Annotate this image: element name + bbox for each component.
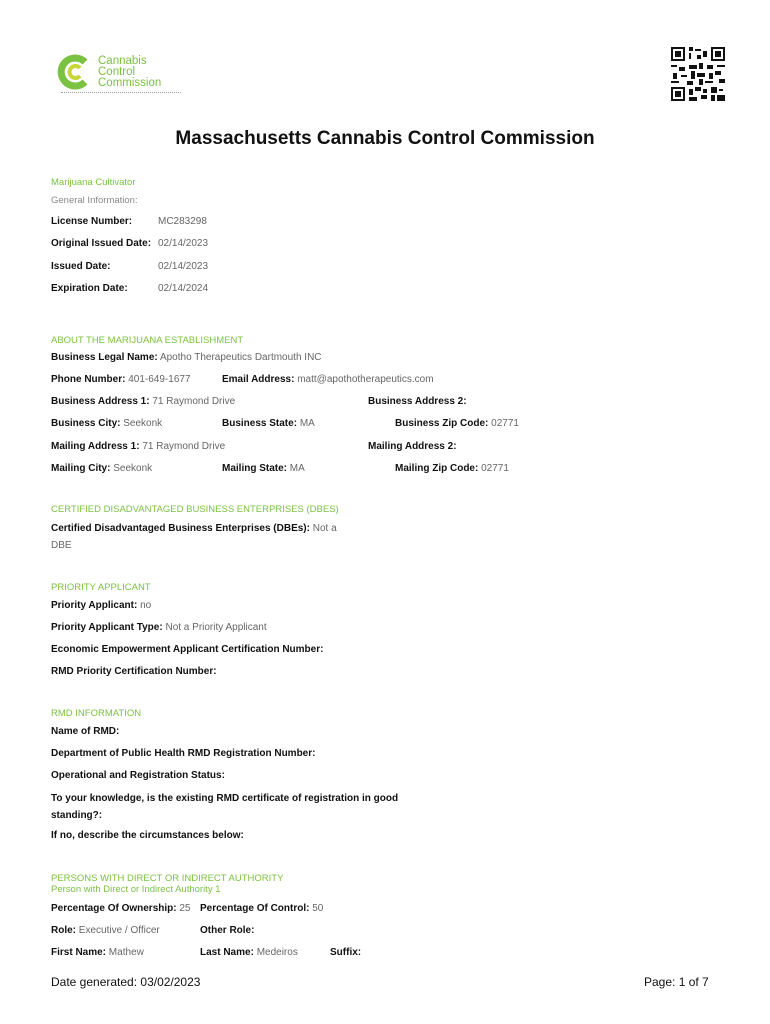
- expiration-date-value: 02/14/2024: [158, 283, 209, 294]
- priority-type-row: [51, 622, 267, 633]
- other-role-row: [200, 925, 254, 936]
- first-name-row: [51, 947, 144, 958]
- logo-line: Control: [98, 66, 136, 78]
- ownership-value: 25: [179, 903, 191, 914]
- priority-applicant-row: [51, 600, 151, 611]
- role-row: [51, 925, 160, 936]
- business-address-1-row: [51, 396, 235, 407]
- license-number-value: MC283298: [158, 216, 207, 227]
- dbe-heading: CERTIFIED DISADVANTAGED BUSINESS ENTERPRISES (DBES): [51, 504, 339, 515]
- phone-row: [51, 374, 191, 385]
- field-label: Percentage Of Ownership:: [51, 903, 177, 914]
- field-label: Mailing Address 1:: [51, 441, 140, 452]
- status-row: [51, 770, 225, 781]
- field-label: Business Zip Code:: [395, 418, 489, 429]
- field-label: First Name:: [51, 947, 107, 958]
- field-label: Business State:: [222, 418, 298, 429]
- business-city-row: [51, 418, 162, 429]
- business-state-row: [222, 418, 315, 429]
- mailing-address-1-row: [51, 441, 225, 452]
- legal-name-row: [51, 352, 322, 363]
- field-label: Business Address 1:: [51, 396, 150, 407]
- field-label: Department of Public Health RMD Registration Number:: [51, 748, 316, 759]
- mailing-address-2-row: [368, 441, 457, 452]
- ownership-row: [51, 903, 191, 914]
- logo-line: Commission: [98, 77, 162, 89]
- mailing-state-row: [222, 463, 305, 474]
- field-label: Priority Applicant:: [51, 600, 138, 611]
- field-label: Other Role:: [200, 925, 255, 936]
- field-label: Phone Number:: [51, 374, 126, 385]
- business-state-value: MA: [299, 418, 315, 429]
- business-zip-value: 02771: [491, 418, 519, 429]
- control-value: 50: [312, 903, 324, 914]
- logo-wordmark: [98, 56, 161, 89]
- field-label: Operational and Registration Status:: [51, 770, 225, 781]
- issued-date-row: [51, 261, 209, 272]
- business-address-2-row: [368, 396, 467, 407]
- field-label: Mailing Zip Code:: [395, 463, 479, 474]
- field-label: Priority Applicant Type:: [51, 622, 163, 633]
- rmd-heading: RMD INFORMATION: [51, 708, 142, 719]
- dph-registration-row: [51, 748, 315, 759]
- field-label: Percentage Of Control:: [200, 903, 310, 914]
- original-issued-date-row: [51, 238, 209, 249]
- qr-code-icon: [671, 47, 725, 101]
- field-label: Name of RMD:: [51, 726, 120, 737]
- field-label: Business City:: [51, 418, 121, 429]
- dbe-row: [51, 523, 337, 534]
- original-issued-date-value: 02/14/2023: [158, 238, 209, 249]
- page-number: Page: 1 of 7: [644, 975, 709, 989]
- role-value: Executive / Officer: [78, 925, 160, 936]
- priority-applicant-value: no: [140, 600, 152, 611]
- field-label: RMD Priority Certification Number:: [51, 666, 217, 677]
- field-label: Mailing Address 2:: [368, 441, 457, 452]
- priority-type-value: Not a Priority Applicant: [165, 622, 267, 633]
- mailing-zip-row: [395, 463, 509, 474]
- mailing-city-value: Seekonk: [113, 463, 153, 474]
- logo-line: Cannabis: [98, 55, 147, 67]
- priority-heading: PRIORITY APPLICANT: [51, 582, 151, 593]
- business-zip-row: [395, 418, 519, 429]
- suffix-row: [330, 947, 361, 958]
- phone-value: 401-649-1677: [128, 374, 191, 385]
- field-label: To your knowledge, is the existing RMD certificate of registration in good: [51, 793, 399, 804]
- field-label: Expiration Date:: [51, 283, 128, 294]
- establishment-heading: ABOUT THE MARIJUANA ESTABLISHMENT: [51, 335, 244, 346]
- persons-subheading: Person with Direct or Indirect Authority 1: [51, 884, 221, 895]
- field-label: Email Address:: [222, 374, 295, 385]
- dbe-value: Not a: [312, 523, 337, 534]
- expiration-date-row: [51, 283, 209, 294]
- mailing-state-value: MA: [289, 463, 305, 474]
- field-label: Mailing State:: [222, 463, 288, 474]
- persons-heading: PERSONS WITH DIRECT OR INDIRECT AUTHORITY: [51, 873, 284, 884]
- eea-row: [51, 644, 323, 655]
- mailing-zip-value: 02771: [481, 463, 509, 474]
- business-city-value: Seekonk: [123, 418, 163, 429]
- field-label: Economic Empowerment Applicant Certification Number:: [51, 644, 324, 655]
- logo-tagline: [61, 92, 181, 95]
- legal-name-value: Apotho Therapeutics Dartmouth INC: [159, 352, 322, 363]
- field-label: Original Issued Date:: [51, 238, 152, 249]
- first-name-value: Mathew: [108, 947, 144, 958]
- commission-logo: [55, 54, 185, 100]
- field-label: Role:: [51, 925, 76, 936]
- field-label: Suffix:: [330, 947, 362, 958]
- last-name-value: Medeiros: [256, 947, 298, 958]
- circumstances-row: [51, 830, 244, 841]
- field-label: Issued Date:: [51, 261, 111, 272]
- standing-row-cont: [51, 810, 102, 821]
- date-generated: Date generated: 03/02/2023: [51, 975, 201, 989]
- rmd-priority-row: [51, 666, 217, 677]
- cannabis-c-logo-icon: [55, 54, 95, 90]
- standing-row: [51, 793, 398, 804]
- email-row: [222, 374, 434, 385]
- field-label: standing?:: [51, 810, 103, 821]
- page-title: Massachusetts Cannabis Control Commission: [175, 128, 595, 149]
- mailing-address-1-value: 71 Raymond Drive: [142, 441, 226, 452]
- field-label: Certified Disadvantaged Business Enterprises (DBEs):: [51, 523, 310, 534]
- issued-date-value: 02/14/2023: [158, 261, 209, 272]
- field-label: License Number:: [51, 216, 133, 227]
- field-label: Mailing City:: [51, 463, 111, 474]
- email-value: matt@apothotherapeutics.com: [297, 374, 434, 385]
- mailing-city-row: [51, 463, 152, 474]
- field-label: Last Name:: [200, 947, 254, 958]
- last-name-row: [200, 947, 298, 958]
- business-address-1-value: 71 Raymond Drive: [152, 396, 236, 407]
- license-type: Marijuana Cultivator: [51, 177, 136, 188]
- general-info-heading: General Information:: [51, 195, 138, 206]
- rmd-name-row: [51, 726, 119, 737]
- field-label: If no, describe the circumstances below:: [51, 830, 244, 841]
- dbe-value-cont: DBE: [51, 540, 72, 551]
- control-row: [200, 903, 323, 914]
- field-label: Business Legal Name:: [51, 352, 158, 363]
- field-label: Business Address 2:: [368, 396, 467, 407]
- license-number-row: [51, 216, 207, 227]
